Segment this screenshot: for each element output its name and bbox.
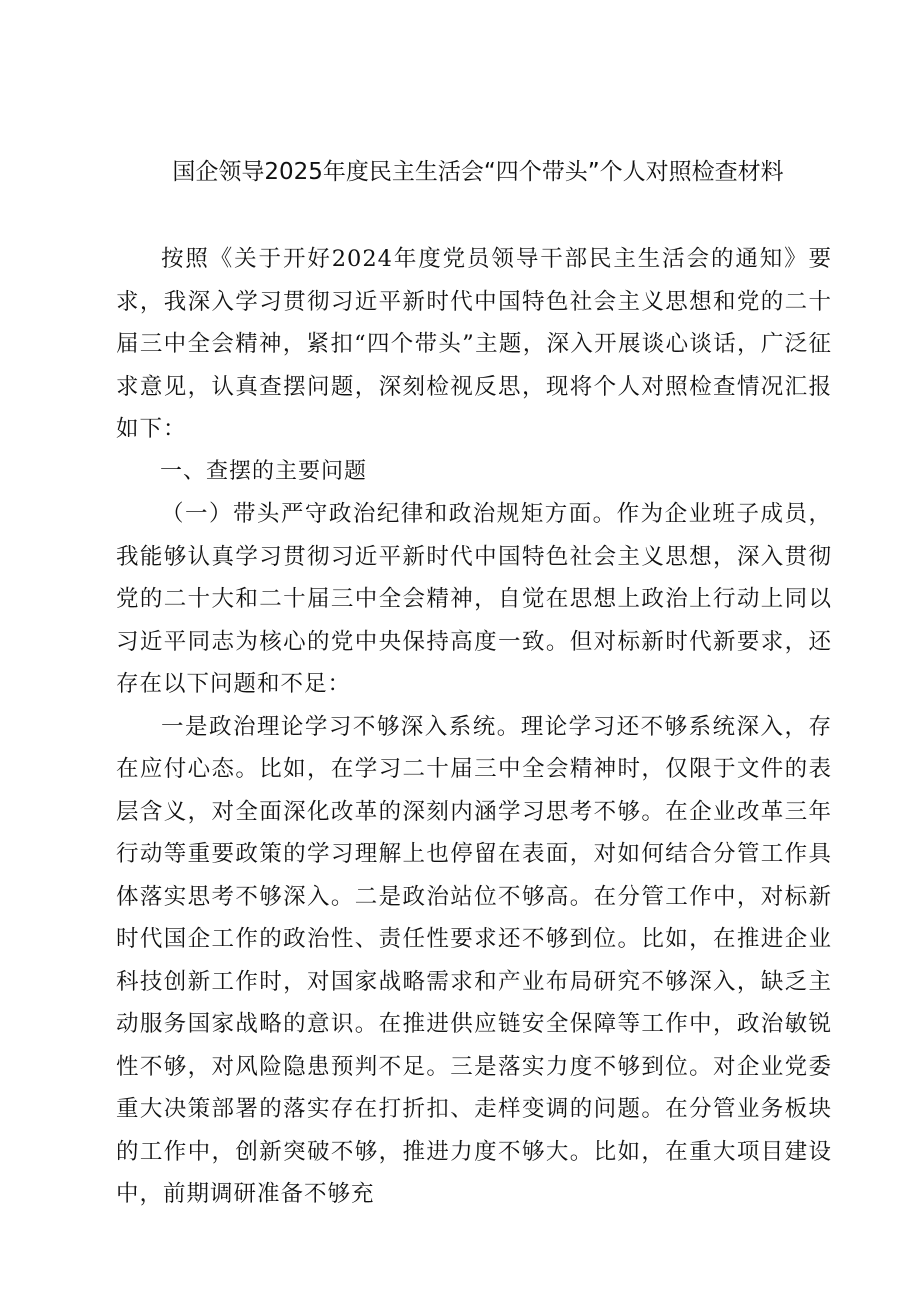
intro-paragraph: 按照《关于开好2024年度党员领导干部民主生活会的通知》要求，我深入学习贯彻习近平新时代中国特色社会主义思想和党的二十届三中全会精神，紧扣“四个带头”主题，深入开展谈心谈话，广泛征求意见，认真查摆问题，深刻检视反思，现将个人对照检查情况汇报如下：: [116, 246, 832, 442]
section-heading-problems: 一、查摆的主要问题: [160, 458, 368, 484]
paragraph-political-discipline: （一）带头严守政治纪律和政治规矩方面。作为企业班子成员，我能够认真学习贯彻习近平新时代中国特色社会主义思想，深入贯彻党的二十大和二十届三中全会精神，自觉在思想上政治上行动上同以习近平同志为核心的党中央保持高度一致。但对标新时代新要求，还存在以下问题和不足：: [116, 501, 832, 697]
document-body: [116, 238, 832, 1216]
paragraph-issues-list: 一是政治理论学习不够深入系统。理论学习还不够系统深入，存在应付心态。比如，在学习二十届三中全会精神时，仅限于文件的表层含义，对全面深化改革的深刻内涵学习思考不够。在企业改革三年行动等重要政策的学习理解上也停留在表面，对如何结合分管工作具体落实思考不够深入。二是政治站位不够高。在分管工作中，对标新时代国企工作的政治性、责任性要求还不够到位。比如，在推进企业科技创新工作时，对国家战略需求和产业布局研究不够深入，缺乏主动服务国家战略的意识。在推进供应链安全保障等工作中，政治敏锐性不够，对风险隐患预判不足。三是落实力度不够到位。对企业党委重大决策部署的落实存在打折扣、走样变调的问题。在分管业务板块的工作中，创新突破不够，推进力度不够大。比如，在重大项目建设中，前期调研准备不够充: [116, 713, 832, 1207]
document-title: 国企领导2025年度民主生活会“四个带头”个人对照检查材料: [172, 159, 784, 185]
